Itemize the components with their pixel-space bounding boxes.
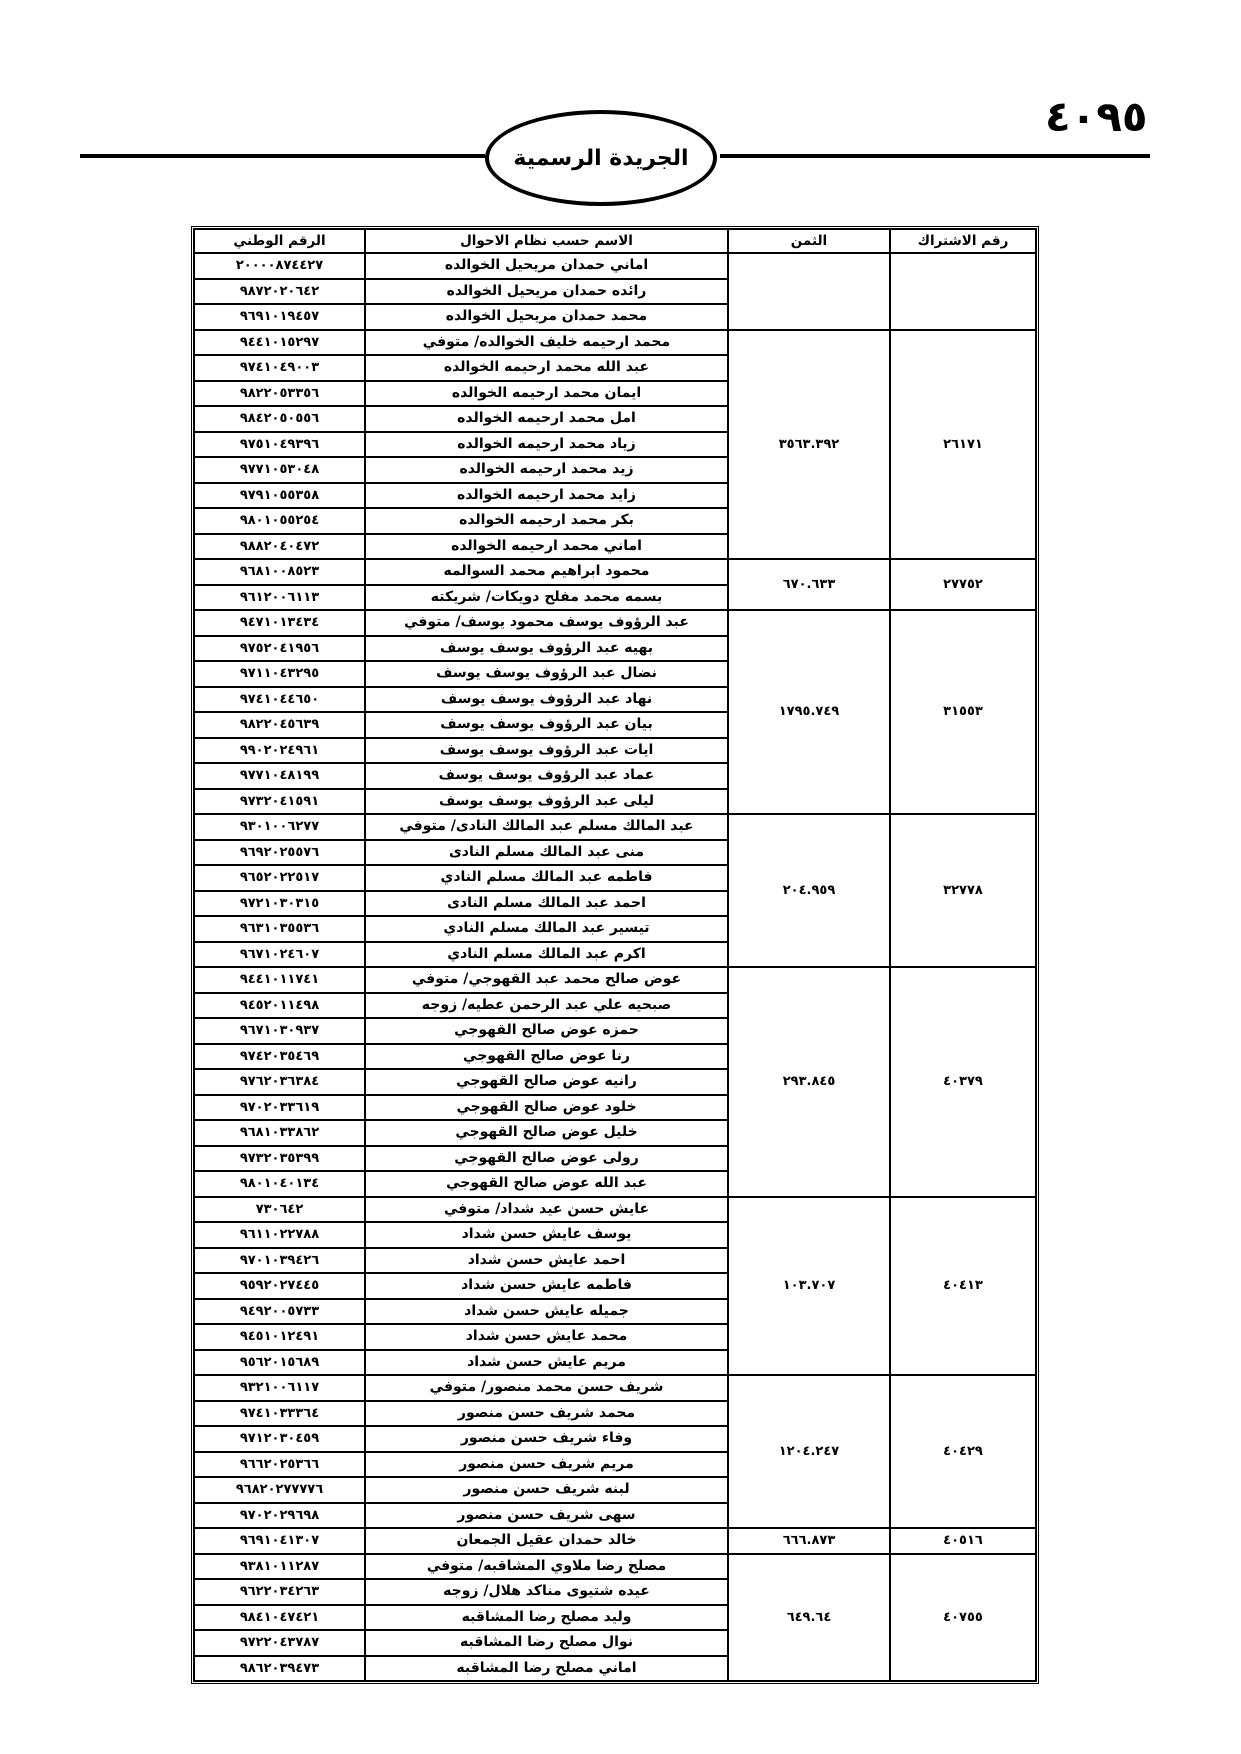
national-id-cell: ٩٧٦٢٠٣٦٣٨٤ [194,1069,365,1095]
name-cell: ليلى عبد الرؤوف يوسف يوسف [365,789,728,815]
name-cell: ايمان محمد ارحيمه الخوالده [365,381,728,407]
national-id-cell: ٩٦١١٠٢٢٧٨٨ [194,1222,365,1248]
name-cell: نضال عبد الرؤوف يوسف يوسف [365,661,728,687]
column-header-price: الثمن [728,229,890,253]
national-id-cell: ٩٤٤١٠١٥٢٩٧ [194,330,365,356]
name-cell: محمد حمدان مريحيل الخوالده [365,304,728,330]
national-id-cell: ٩٤٥١٠١٢٤٩١ [194,1324,365,1350]
name-cell: جميله عايش حسن شداد [365,1299,728,1325]
name-cell: اماني محمد ارحيمه الخوالده [365,534,728,560]
price-cell: ١٧٩٥.٧٤٩ [728,610,890,814]
name-cell: محمد ارحيمه خليف الخوالده/ متوفي [365,330,728,356]
table-row [194,1554,1036,1580]
subscription-cell: ٤٠٤١٣ [890,1197,1036,1376]
table-row [194,1528,1036,1554]
subscription-cell: ٤٠٥١٦ [890,1528,1036,1554]
name-cell: حمزه عوض صالح القهوجي [365,1018,728,1044]
name-cell: فاطمه عايش حسن شداد [365,1273,728,1299]
price-cell: ١٢٠٤.٢٤٧ [728,1375,890,1528]
table-row [194,330,1036,356]
national-id-cell: ٩٧٤٢٠٣٥٤٦٩ [194,1044,365,1070]
name-cell: بكر محمد ارحيمه الخوالده [365,508,728,534]
table-row [194,253,1036,279]
national-id-cell: ٩٧٠٢٠٣٣٦١٩ [194,1095,365,1121]
national-id-cell: ٩٧٢١٠٣٠٣١٥ [194,891,365,917]
national-id-cell: ٩٨٦٢٠٣٩٤٧٣ [194,1656,365,1682]
name-cell: احمد عايش حسن شداد [365,1248,728,1274]
name-cell: يوسف عايش حسن شداد [365,1222,728,1248]
national-id-cell: ٩٨٠١٠٤٠١٣٤ [194,1171,365,1197]
national-id-cell: ٩٧٤١٠٤٩٠٠٣ [194,355,365,381]
national-id-cell: ٩٣٢١٠٠٦١١٧ [194,1375,365,1401]
national-id-cell: ٩٦٩١٠٤١٣٠٧ [194,1528,365,1554]
gazette-title-oval [485,110,717,206]
national-id-cell: ٩٦٨١٠٠٨٥٢٣ [194,559,365,585]
name-cell: خالد حمدان عقيل الجمعان [365,1528,728,1554]
price-cell: ١٠٣.٧٠٧ [728,1197,890,1376]
national-id-cell: ٩٧٥٢٠٤١٩٥٦ [194,636,365,662]
header-rule-left [80,154,485,158]
national-id-cell: ٩٨٤٢٠٥٠٥٥٦ [194,406,365,432]
national-id-cell: ٩٦٧١٠٣٠٩٣٧ [194,1018,365,1044]
national-id-cell: ٩٨٤١٠٤٧٤٢١ [194,1605,365,1631]
name-cell: نهاد عبد الرؤوف يوسف يوسف [365,687,728,713]
national-id-cell: ٩٦٥٢٠٢٢٥١٧ [194,865,365,891]
national-id-cell: ٢٠٠٠٠٨٧٤٤٢٧ [194,253,365,279]
national-id-cell: ٩٥٩٢٠٢٧٤٤٥ [194,1273,365,1299]
column-header-name: الاسم حسب نظام الاحوال [365,229,728,253]
national-id-cell: ٩٨٢٢٠٤٥٦٣٩ [194,712,365,738]
national-id-cell: ٩٦٣١٠٣٥٥٣٦ [194,916,365,942]
name-cell: بسمه محمد مفلح دويكات/ شريكته [365,585,728,611]
name-cell: عبد الله عوض صالح القهوجي [365,1171,728,1197]
national-id-cell: ٩٧٥١٠٤٩٣٩٦ [194,432,365,458]
subscription-cell: ٤٠٤٢٩ [890,1375,1036,1528]
price-cell: ٦٧٠.٦٣٣ [728,559,890,610]
name-cell: شريف حسن محمد منصور/ متوفي [365,1375,728,1401]
national-id-cell: ٩٦٩١٠١٩٤٥٧ [194,304,365,330]
price-cell: ٢٠٤.٩٥٩ [728,814,890,967]
national-id-cell: ٩٥٦٢٠١٥٦٨٩ [194,1350,365,1376]
table-row [194,610,1036,636]
national-id-cell: ٩٧١٢٠٣٠٤٥٩ [194,1426,365,1452]
national-id-cell: ٩٦٢٢٠٣٤٢٦٣ [194,1579,365,1605]
name-cell: صبحيه علي عبد الرحمن عطيه/ زوجه [365,993,728,1019]
national-id-cell: ٩٦٩٢٠٢٥٥٧٦ [194,840,365,866]
name-cell: عبد المالك مسلم عبد المالك النادى/ متوفي [365,814,728,840]
name-cell: اماني حمدان مريحيل الخوالده [365,253,728,279]
national-id-cell: ٩٨٧٢٠٢٠٦٤٢ [194,279,365,305]
name-cell: رنا عوض صالح القهوجي [365,1044,728,1070]
national-id-cell: ٩٣٨١٠١١٢٨٧ [194,1554,365,1580]
name-cell: عوض صالح محمد عبد القهوجي/ متوفي [365,967,728,993]
name-cell: عبد الرؤوف يوسف محمود يوسف/ متوفي [365,610,728,636]
national-id-cell: ٩٧٤١٠٣٣٣٦٤ [194,1401,365,1427]
table-row [194,1197,1036,1223]
national-id-cell: ٩٨٠١٠٥٥٢٥٤ [194,508,365,534]
table-row [194,814,1036,840]
name-cell: منى عبد المالك مسلم النادى [365,840,728,866]
name-cell: مريم عايش حسن شداد [365,1350,728,1376]
price-cell: ٦٤٩.٦٤ [728,1554,890,1682]
name-cell: نوال مصلح رضا المشاقبه [365,1630,728,1656]
national-id-cell: ٩٧١١٠٤٣٢٩٥ [194,661,365,687]
name-cell: لبنه شريف حسن منصور [365,1477,728,1503]
national-id-cell: ٩٧٠٢٠٢٩٦٩٨ [194,1503,365,1529]
name-cell: محمد عايش حسن شداد [365,1324,728,1350]
name-cell: رولى عوض صالح القهوجي [365,1146,728,1172]
name-cell: اماني مصلح رضا المشاقبه [365,1656,728,1682]
national-id-cell: ٩٧٩١٠٥٥٣٥٨ [194,483,365,509]
national-id-cell: ٩٨٨٢٠٤٠٤٧٢ [194,534,365,560]
national-id-cell: ٩٧٢٢٠٤٣٧٨٧ [194,1630,365,1656]
name-cell: ايات عبد الرؤوف يوسف يوسف [365,738,728,764]
subscription-cell: ٤٠٧٥٥ [890,1554,1036,1682]
name-cell: بهيه عبد الرؤوف يوسف يوسف [365,636,728,662]
name-cell: خلود عوض صالح القهوجي [365,1095,728,1121]
price-cell [728,253,890,330]
national-id-cell: ٩٧٤١٠٤٤٦٥٠ [194,687,365,713]
price-cell: ٦٦٦.٨٧٣ [728,1528,890,1554]
name-cell: احمد عبد المالك مسلم النادى [365,891,728,917]
table-body [194,253,1036,1681]
column-header-subscription: رقم الاشتراك [890,229,1036,253]
name-cell: تيسير عبد المالك مسلم النادي [365,916,728,942]
national-id-cell: ٩٤٩٢٠٠٥٧٣٣ [194,1299,365,1325]
table-row [194,559,1036,585]
national-id-cell: ٩٦٨١٠٣٣٨٦٢ [194,1120,365,1146]
national-id-cell: ٩٤٥٢٠١١٤٩٨ [194,993,365,1019]
table-row [194,967,1036,993]
table-header-row [194,229,1036,253]
price-cell: ٢٩٣.٨٤٥ [728,967,890,1197]
national-id-cell: ٩٦٦٢٠٢٥٣٦٦ [194,1452,365,1478]
name-cell: امل محمد ارحيمه الخوالده [365,406,728,432]
name-cell: فاطمه عبد المالك مسلم النادي [365,865,728,891]
name-cell: رانيه عوض صالح القهوجي [365,1069,728,1095]
national-id-cell: ٩٧٧١٠٥٣٠٤٨ [194,457,365,483]
name-cell: مصلح رضا ملاوي المشاقبه/ متوفي [365,1554,728,1580]
name-cell: مريم شريف حسن منصور [365,1452,728,1478]
name-cell: بيان عبد الرؤوف يوسف يوسف [365,712,728,738]
name-cell: زايد محمد ارحيمه الخوالده [365,483,728,509]
national-id-cell: ٩٦١٢٠٠٦١١٣ [194,585,365,611]
name-cell: عيده شتيوى مناكد هلال/ زوجه [365,1579,728,1605]
name-cell: خليل عوض صالح القهوجي [365,1120,728,1146]
subscription-cell: ٣٢٧٧٨ [890,814,1036,967]
name-cell: عبد الله محمد ارحيمه الخوالده [365,355,728,381]
national-id-cell: ٩٨٢٢٠٥٣٣٥٦ [194,381,365,407]
page-number: ٤٠٩٥ [1045,92,1148,141]
national-id-cell: ٩٧٧١٠٤٨١٩٩ [194,763,365,789]
national-id-cell: ٩٦٨٢٠٢٧٧٧٧٦ [194,1477,365,1503]
subscription-cell: ٤٠٣٧٩ [890,967,1036,1197]
registry-table [191,226,1039,1684]
national-id-cell: ٩٤٤١٠١١٧٤١ [194,967,365,993]
name-cell: محمود ابراهيم محمد السوالمه [365,559,728,585]
name-cell: عايش حسن عيد شداد/ متوفي [365,1197,728,1223]
subscription-cell: ٢٦١٧١ [890,330,1036,560]
national-id-cell: ٩٧٠١٠٣٩٤٢٦ [194,1248,365,1274]
name-cell: رائده حمدان مريحيل الخوالده [365,279,728,305]
name-cell: اكرم عبد المالك مسلم النادي [365,942,728,968]
national-id-cell: ٩٤٧١٠١٣٤٣٤ [194,610,365,636]
price-cell: ٣٥٦٣.٣٩٢ [728,330,890,560]
table-row [194,1375,1036,1401]
subscription-cell: ٣١٥٥٣ [890,610,1036,814]
gazette-title: الجريدة الرسمية [513,145,689,171]
column-header-national-id: الرقم الوطني [194,229,365,253]
national-id-cell: ٧٣٠٦٤٢ [194,1197,365,1223]
national-id-cell: ٩٩٠٢٠٢٤٩٦١ [194,738,365,764]
name-cell: عماد عبد الرؤوف يوسف يوسف [365,763,728,789]
national-id-cell: ٩٧٣٢٠٤١٥٩١ [194,789,365,815]
name-cell: محمد شريف حسن منصور [365,1401,728,1427]
name-cell: وفاء شريف حسن منصور [365,1426,728,1452]
name-cell: سهى شريف حسن منصور [365,1503,728,1529]
national-id-cell: ٩٣٠١٠٠٦٢٧٧ [194,814,365,840]
subscription-cell [890,253,1036,330]
national-id-cell: ٩٧٣٢٠٣٥٣٩٩ [194,1146,365,1172]
name-cell: وليد مصلح رضا المشاقبه [365,1605,728,1631]
name-cell: زيد محمد ارحيمه الخوالده [365,457,728,483]
header-rule-right [720,154,1150,158]
national-id-cell: ٩٦٧١٠٢٤٦٠٧ [194,942,365,968]
name-cell: زياد محمد ارحيمه الخوالده [365,432,728,458]
subscription-cell: ٢٧٧٥٢ [890,559,1036,610]
